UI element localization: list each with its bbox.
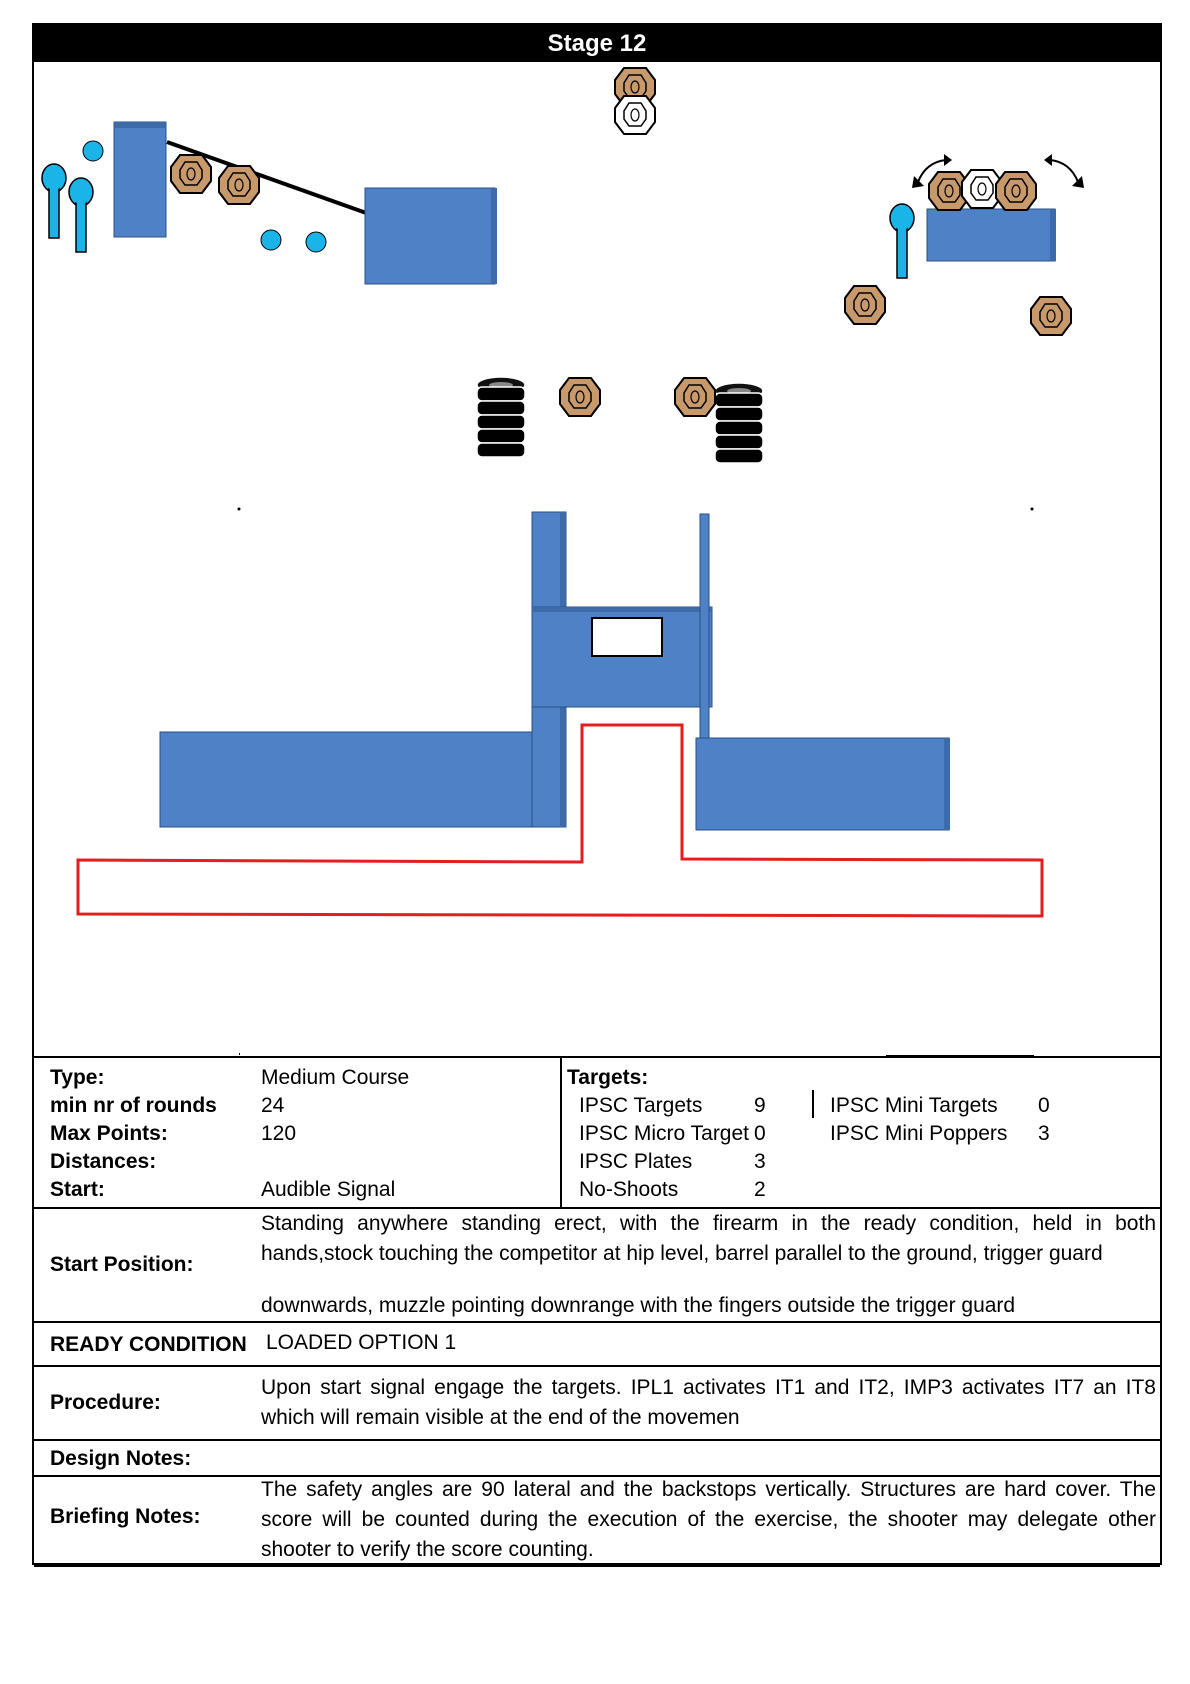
- start-label: Start:: [50, 1178, 105, 1201]
- type-label: Type:: [50, 1066, 105, 1089]
- ipsc-target-6: [845, 286, 885, 324]
- procedure-label: Procedure:: [50, 1391, 161, 1414]
- points-label: Max Points:: [50, 1122, 168, 1145]
- target-count-mini-poppers: 3: [1038, 1122, 1050, 1145]
- mini-popper-1: [42, 164, 66, 238]
- start-position-block: [34, 1207, 1160, 1321]
- summary-block: [34, 1056, 1160, 1207]
- distances-label: Distances:: [50, 1150, 157, 1173]
- plate-3: [306, 232, 326, 252]
- target-count-mini: 0: [1038, 1094, 1050, 1117]
- port-wall: [532, 607, 712, 707]
- ipsc-target-9: [675, 378, 715, 416]
- procedure-block: [34, 1365, 1160, 1439]
- design-notes-block: [34, 1439, 1160, 1475]
- rounds-label: min nr of rounds: [50, 1094, 217, 1117]
- wall-upper-left: [114, 122, 166, 237]
- no-shoot-1: [615, 96, 655, 134]
- window-port: [592, 618, 662, 656]
- barrel-stack-left: [477, 377, 525, 457]
- target-name-noshoots: No-Shoots: [579, 1178, 679, 1201]
- type-value: Medium Course: [261, 1066, 410, 1089]
- wall-post-right: [700, 514, 709, 754]
- target-name-mini: IPSC Mini Targets: [830, 1094, 998, 1117]
- start-position-text-2: downwards, muzzle pointing downrange with the fingers outside the trigger guard: [261, 1294, 1016, 1317]
- design-notes-label: Design Notes:: [50, 1447, 192, 1470]
- ipsc-target-7: [1031, 297, 1071, 335]
- briefing-notes-block: [34, 1475, 1160, 1567]
- mini-popper-2: [69, 178, 93, 252]
- wall-lower-right: [696, 738, 950, 830]
- targets-heading: Targets:: [567, 1066, 649, 1089]
- target-count-plates: 3: [754, 1150, 766, 1173]
- start-position-text-1: Standing anywhere standing erect, with the firearm in the ready condition, held in both hands,stock touching the competitor at hip level, barrel parallel to the ground, trigger guard: [261, 1212, 1156, 1265]
- start-position-label: Start Position:: [50, 1253, 194, 1276]
- ready-condition-label: READY CONDITION: [50, 1333, 247, 1356]
- plate-1: [83, 141, 103, 161]
- ipsc-target-1: [171, 155, 211, 193]
- ready-condition-value: LOADED OPTION 1: [266, 1331, 457, 1354]
- stage-diagram: [34, 62, 1160, 1056]
- target-count-micro: 0: [754, 1122, 766, 1145]
- ready-condition-block: [34, 1321, 1160, 1365]
- wall-upper-center-left: [365, 188, 497, 284]
- target-count-noshoots: 2: [754, 1178, 766, 1201]
- rounds-value: 24: [261, 1094, 285, 1117]
- wall-lower-left: [160, 732, 535, 827]
- ipsc-target-5: [996, 172, 1036, 210]
- target-name-mini-poppers: IPSC Mini Poppers: [830, 1122, 1008, 1145]
- stage-title: Stage 12: [34, 25, 1160, 62]
- mini-popper-3: [890, 204, 914, 278]
- plate-2: [261, 230, 281, 250]
- target-name-micro: IPSC Micro Target: [579, 1122, 749, 1145]
- points-value: 120: [261, 1122, 297, 1145]
- target-name-plates: IPSC Plates: [579, 1150, 693, 1173]
- ipsc-target-8: [560, 378, 600, 416]
- target-count-ipsc: 9: [754, 1094, 766, 1117]
- briefing-notes-label: Briefing Notes:: [50, 1505, 201, 1528]
- wall-upper-right: [927, 209, 1056, 261]
- swing-arrow-right-icon: [1050, 160, 1078, 182]
- target-name-ipsc: IPSC Targets: [579, 1094, 703, 1117]
- procedure-text: Upon start signal engage the targets. IPL1 activates IT1 and IT2, IMP3 activates IT7 an IT8 which will remain visible at the end of the movemen: [261, 1376, 1156, 1429]
- briefing-notes-text: The safety angles are 90 lateral and the backstops vertically. Structures are hard cover. The score will be counted during the execution of the exercise, the shooter may delegate other shooter to verify the score counting.: [261, 1478, 1156, 1561]
- barrel-stack-right: [715, 383, 763, 463]
- start-value: Audible Signal: [261, 1178, 396, 1201]
- ipsc-target-2: [219, 166, 259, 204]
- stage-sheet: [32, 23, 1162, 1565]
